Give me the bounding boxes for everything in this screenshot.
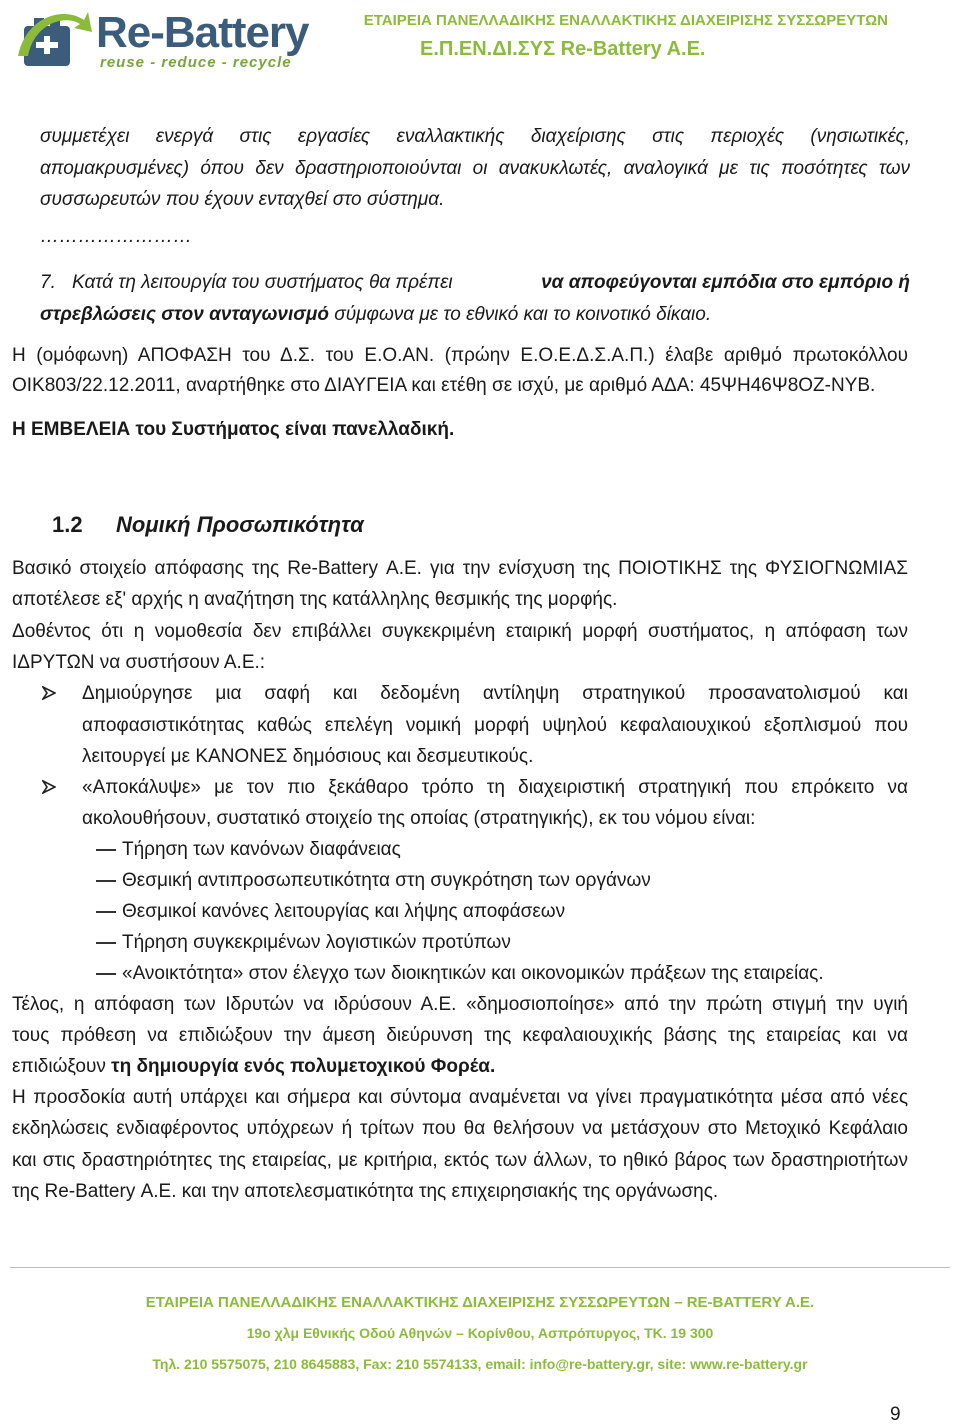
para-4-line-3: και στις δραστηριότητες της εταιρείας, με κριτήρια, εκτός των άλλων, το ηθικό βάρος των δραστηριοτήτων (12, 1150, 908, 1171)
item-7-text-c: στρεβλώσεις στον ανταγωνισμό (40, 304, 329, 325)
header (0, 0, 960, 90)
para-2-line-1: Δοθέντος ότι η νομοθεσία δεν επιβάλλει συγκεκριμένη εταιρική μορφή συστήματος, η απόφαση των (12, 621, 908, 642)
bullet-arrow-icon (42, 686, 56, 700)
footer-divider (10, 1267, 950, 1268)
decision-line-2: ΟΙΚ803/22.12.2011, αναρτήθηκε στο ΔΙΑΥΓΕΙΑ και ετέθη σε ισχύ, με αριθμό ΑΔΑ: 45ΨΗ46Ψ8ΟΖ-ΝΥΒ. (12, 375, 876, 396)
logo-tagline: reuse - reduce - recycle (100, 54, 292, 71)
item-7-line-1 (72, 270, 910, 295)
logo-wordmark: Re-Battery (96, 8, 309, 57)
section-number: 1.2 (52, 512, 83, 537)
dash-bullet-icon (96, 880, 116, 882)
para-3-line-2: τους πρόθεση να επιδιώξουν την άμεση διεύρυνση της κεφαλαιουχικής βάσης της εταιρείας και να (12, 1025, 908, 1046)
para-3-bold: τη δημιουργία ενός πολυμετοχικού Φορέα. (111, 1056, 496, 1077)
para-3-plain: επιδιώξουν (12, 1056, 106, 1077)
dash-bullet-icon (96, 911, 116, 913)
dash-bullet-icon (96, 849, 116, 851)
bullet-arrow-icon (42, 780, 56, 794)
header-company-line: ΕΤΑΙΡΕΙΑ ΠΑΝΕΛΛΑΔΙΚΗΣ ΕΝΑΛΛΑΚΤΙΚΗΣ ΔΙΑΧΕΙΡΙΣΗΣ ΣΥΣΣΩΡΕΥΤΩΝ (363, 12, 888, 29)
dash-item: Θεσμικοί κανόνες λειτουργίας και λήψης αποφάσεων (122, 901, 566, 922)
para-1-line-1: Βασικό στοιχείο απόφασης της Re-Battery Α.Ε. για την ενίσχυση της ΠΟΙΟΤΙΚΗΣ της ΦΥΣΙΟΓΝΩΜΙΑΣ (12, 558, 908, 579)
bullet-1-line-3: λειτουργεί με ΚΑΝΟΝΕΣ δημόσιους και δεσμευτικούς. (82, 746, 534, 767)
intro-ellipsis: …………………… (40, 226, 192, 247)
page-number: 9 (890, 1404, 901, 1425)
item-7-text-a: Κατά τη λειτουργία του συστήματος θα πρέπει (72, 272, 453, 293)
item-7-text-d: σύμφωνα με το εθνικό και το κοινοτικό δίκαιο. (334, 304, 712, 325)
dash-bullet-icon (96, 942, 116, 944)
dash-item: Θεσμική αντιπροσωπευτικότητα στη συγκρότηση των οργάνων (122, 870, 651, 891)
dash-item: «Ανοικτότητα» στον έλεγχο των διοικητικών και οικονομικών πράξεων της εταιρείας. (122, 963, 824, 984)
para-3-line-3 (12, 1054, 495, 1079)
para-1-line-2: αποτέλεσε εξ' αρχής η αναζήτηση της κατάλληλης θεσμικής της μορφής. (12, 589, 618, 610)
para-4-line-4: της Re-Battery Α.Ε. και την αποτελεσματικότητα της επιχειρησιακής της οργάνωσης. (12, 1181, 719, 1202)
footer-contact: Τηλ. 210 5575075, 210 8645883, Fax: 210 5574133, email: info@re-battery.gr, site: www.re-battery.gr (152, 1356, 808, 1372)
intro-line-1: συμμετέχει ενεργά στις εργασίες εναλλακτικής διαχείρισης στις περιοχές (νησιωτικές, (40, 126, 910, 147)
scope-statement: Η ΕΜΒΕΛΕΙΑ του Συστήματος είναι πανελλαδική. (12, 419, 455, 440)
footer-company: ΕΤΑΙΡΕΙΑ ΠΑΝΕΛΛΑΔΙΚΗΣ ΕΝΑΛΛΑΚΤΙΚΗΣ ΔΙΑΧΕΙΡΙΣΗΣ ΣΥΣΣΩΡΕΥΤΩΝ – RE-BATTERY A.E. (145, 1294, 815, 1311)
intro-line-3: συσσωρευτών που έχουν ενταχθεί στο σύστημα. (40, 189, 445, 210)
bullet-1-line-2: αποφασιστικότητας καθώς επελέγη νομική μορφή υψηλού κεφαλαιουχικού εξοπλισμού που (82, 715, 908, 736)
bullet-2-line-1: «Αποκάλυψε» με τον πιο ξεκάθαρο τρόπο τη διαχειριστική στρατηγική που επρόκειτο να (82, 777, 908, 798)
bullet-1-line-1: Δημιούργησε μια σαφή και δεδομένη αντίληψη στρατηγικού προσανατολισμού και (82, 683, 908, 704)
item-7-text-b: να αποφεύγονται εμπόδια στο εμπόριο ή (541, 272, 910, 293)
intro-line-2: απομακρυσμένες) όπου δεν δραστηριοποιούνται οι ανακυκλωτές, αναλογικά με τις ποσότητες των (40, 158, 910, 179)
item-7-number: 7. (40, 272, 56, 293)
decision-line-1: Η (ομόφωνη) ΑΠΟΦΑΣΗ του Δ.Σ. του Ε.Ο.ΑΝ. (πρώην Ε.Ο.Ε.Δ.Σ.Α.Π.) έλαβε αριθμό πρωτοκόλλου (12, 345, 908, 366)
dash-bullet-icon (96, 973, 116, 975)
footer-address: 19ο χλμ Εθνικής Οδού Αθηνών – Κορίνθου, Ασπρόπυργος, ΤΚ. 19 300 (246, 1325, 714, 1341)
para-4-line-2: εκδηλώσεις ενδιαφέροντος υπόχρεων ή τρίτων που θα θελήσουν να μετάσχουν στο Μετοχικό Κεφάλαιο (12, 1118, 908, 1139)
item-7-line-2 (40, 302, 711, 327)
bullet-2-line-2: ακολουθήσουν, συστατικό στοιχείο της οποίας (στρατηγικής), εκ του νόμου είναι: (82, 808, 756, 829)
section-title: Νομική Προσωπικότητα (116, 512, 364, 537)
para-3-line-1: Τέλος, η απόφαση των Ιδρυτών να ιδρύσουν Α.Ε. «δημοσιοποίησε» από την πρώτη στιγμή την υγιή (12, 994, 908, 1015)
header-short-name: Ε.Π.ΕΝ.ΔΙ.ΣΥΣ Re-Battery A.E. (420, 38, 706, 60)
battery-logo-icon (14, 6, 94, 76)
para-4-line-1: Η προσδοκία αυτή υπάρχει και σήμερα και σύντομα αναμένεται να γίνει πραγματικότητα μέσα από νέες (12, 1087, 908, 1108)
dash-item: Τήρηση των κανόνων διαφάνειας (122, 839, 401, 860)
para-2-line-2: ΙΔΡΥΤΩΝ να συστήσουν Α.Ε.: (12, 652, 266, 673)
dash-item: Τήρηση συγκεκριμένων λογιστικών προτύπων (122, 932, 511, 953)
